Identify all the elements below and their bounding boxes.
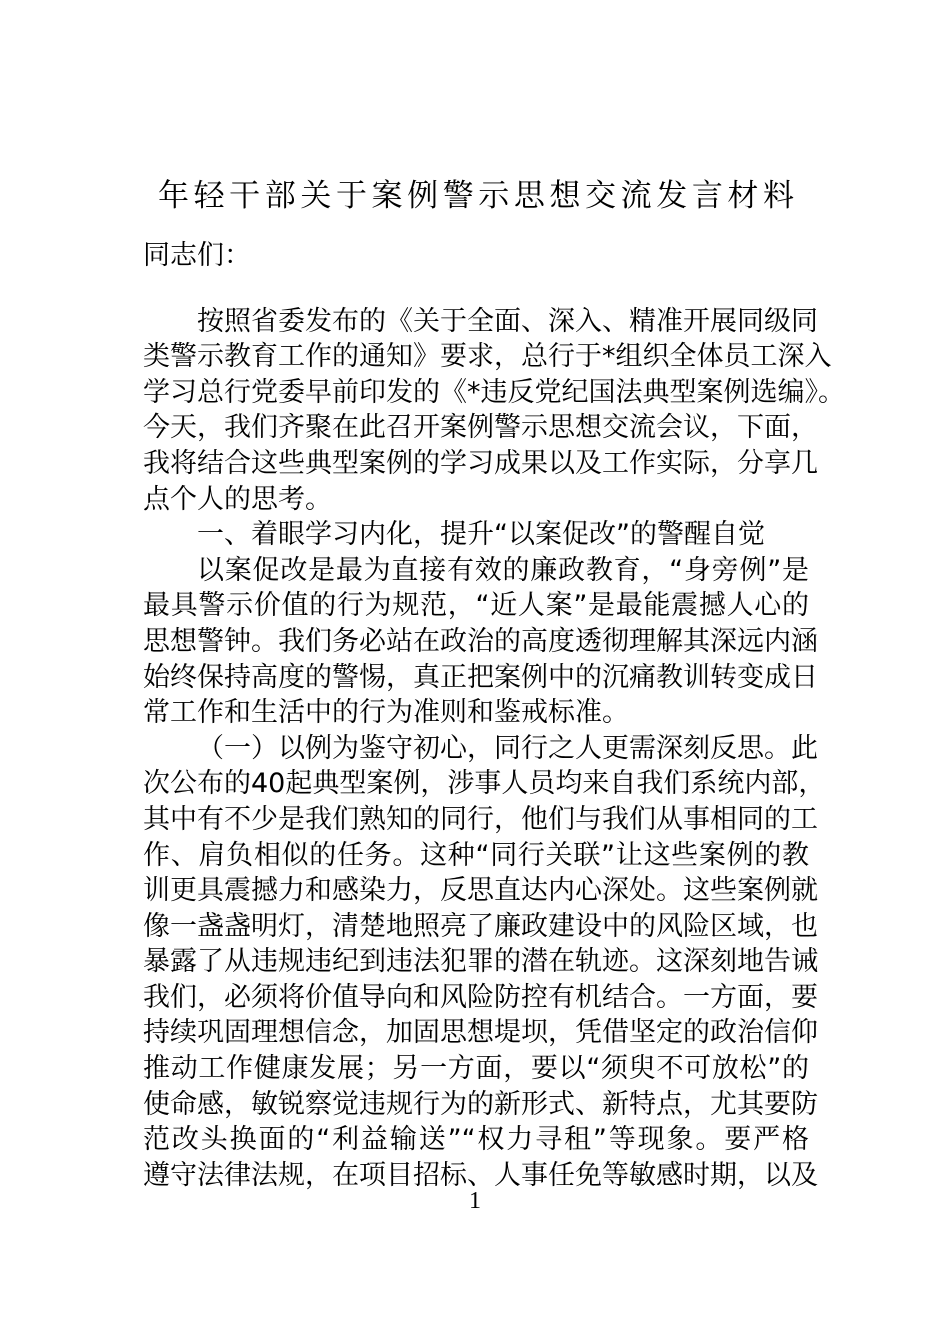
paragraph (143, 304, 845, 518)
text-line: 持续巩固理想信念，加固思想堤坝，凭借坚定的政治信仰 (143, 1017, 818, 1049)
text-line: 始终保持高度的警惕，真正把案例中的沉痛教训转变成日 (143, 661, 818, 693)
page-number: 1 (469, 1188, 481, 1214)
text-line: 我们，必须将价值导向和风险防控有机结合。一方面，要 (143, 981, 818, 1013)
text-line: 一、着眼学习内化，提升“以案促改”的警醒自觉 (197, 519, 765, 551)
text-line: 以案促改是最为直接有效的廉政教育，“身旁例”是 (197, 554, 809, 586)
text-line: 作、肩负相似的任务。这种“同行关联”让这些案例的教 (143, 839, 809, 871)
text-line: 最具警示价值的行为规范，“近人案”是最能震撼人心的 (143, 590, 809, 622)
text-line: 训更具震撼力和感染力，反思直达内心深处。这些案例就 (143, 875, 818, 907)
text-line: 暴露了从违规违纪到违法犯罪的潜在轨迹。这深刻地告诫 (143, 946, 818, 978)
text-line: 学习总行党委早前印发的《*违反党纪国法典型案例选编》。 (143, 376, 845, 408)
text-line: 遵守法律法规，在项目招标、人事任免等敏感时期，以及 (143, 1159, 818, 1191)
text-line: 使命感，敏锐察觉违规行为的新形式、新特点，尤其要防 (143, 1088, 818, 1120)
text-line: 思想警钟。我们务必站在政治的高度透彻理解其深远内涵 (143, 625, 818, 657)
salutation: 同志们： (143, 240, 251, 271)
text-line: 范改头换面的“利益输送”“权力寻租”等现象。要严格 (143, 1124, 809, 1156)
document-body (143, 238, 845, 1193)
text-line: 点个人的思考。 (143, 483, 332, 515)
paragraph (143, 731, 826, 1194)
paragraph (143, 553, 818, 731)
text-line: 我将结合这些典型案例的学习成果以及工作实际，分享几 (143, 447, 818, 479)
text-line: （一）以例为鉴守初心，同行之人更需深刻反思。此 (197, 732, 818, 764)
section-heading (143, 517, 809, 553)
document-title: 年轻干部关于案例警示思想交流发言材料 (158, 178, 794, 214)
text-line: 按照省委发布的《关于全面、深入、精准开展同级同 (197, 305, 818, 337)
text-line: 推动工作健康发展；另一方面，要以“须臾不可放松”的 (143, 1053, 809, 1085)
paragraphs (143, 304, 845, 1194)
text-line: 次公布的40起典型案例，涉事人员均来自我们系统内部， (143, 768, 826, 800)
text-line: 像一盏盏明灯，清楚地照亮了廉政建设中的风险区域，也 (143, 910, 818, 942)
text-line: 常工作和生活中的行为准则和鉴戒标准。 (143, 697, 629, 729)
text-line: 其中有不少是我们熟知的同行，他们与我们从事相同的工 (143, 803, 818, 835)
text-line: 今天，我们齐聚在此召开案例警示思想交流会议，下面， (143, 412, 818, 444)
text-line: 类警示教育工作的通知》要求，总行于*组织全体员工深入 (143, 341, 832, 373)
